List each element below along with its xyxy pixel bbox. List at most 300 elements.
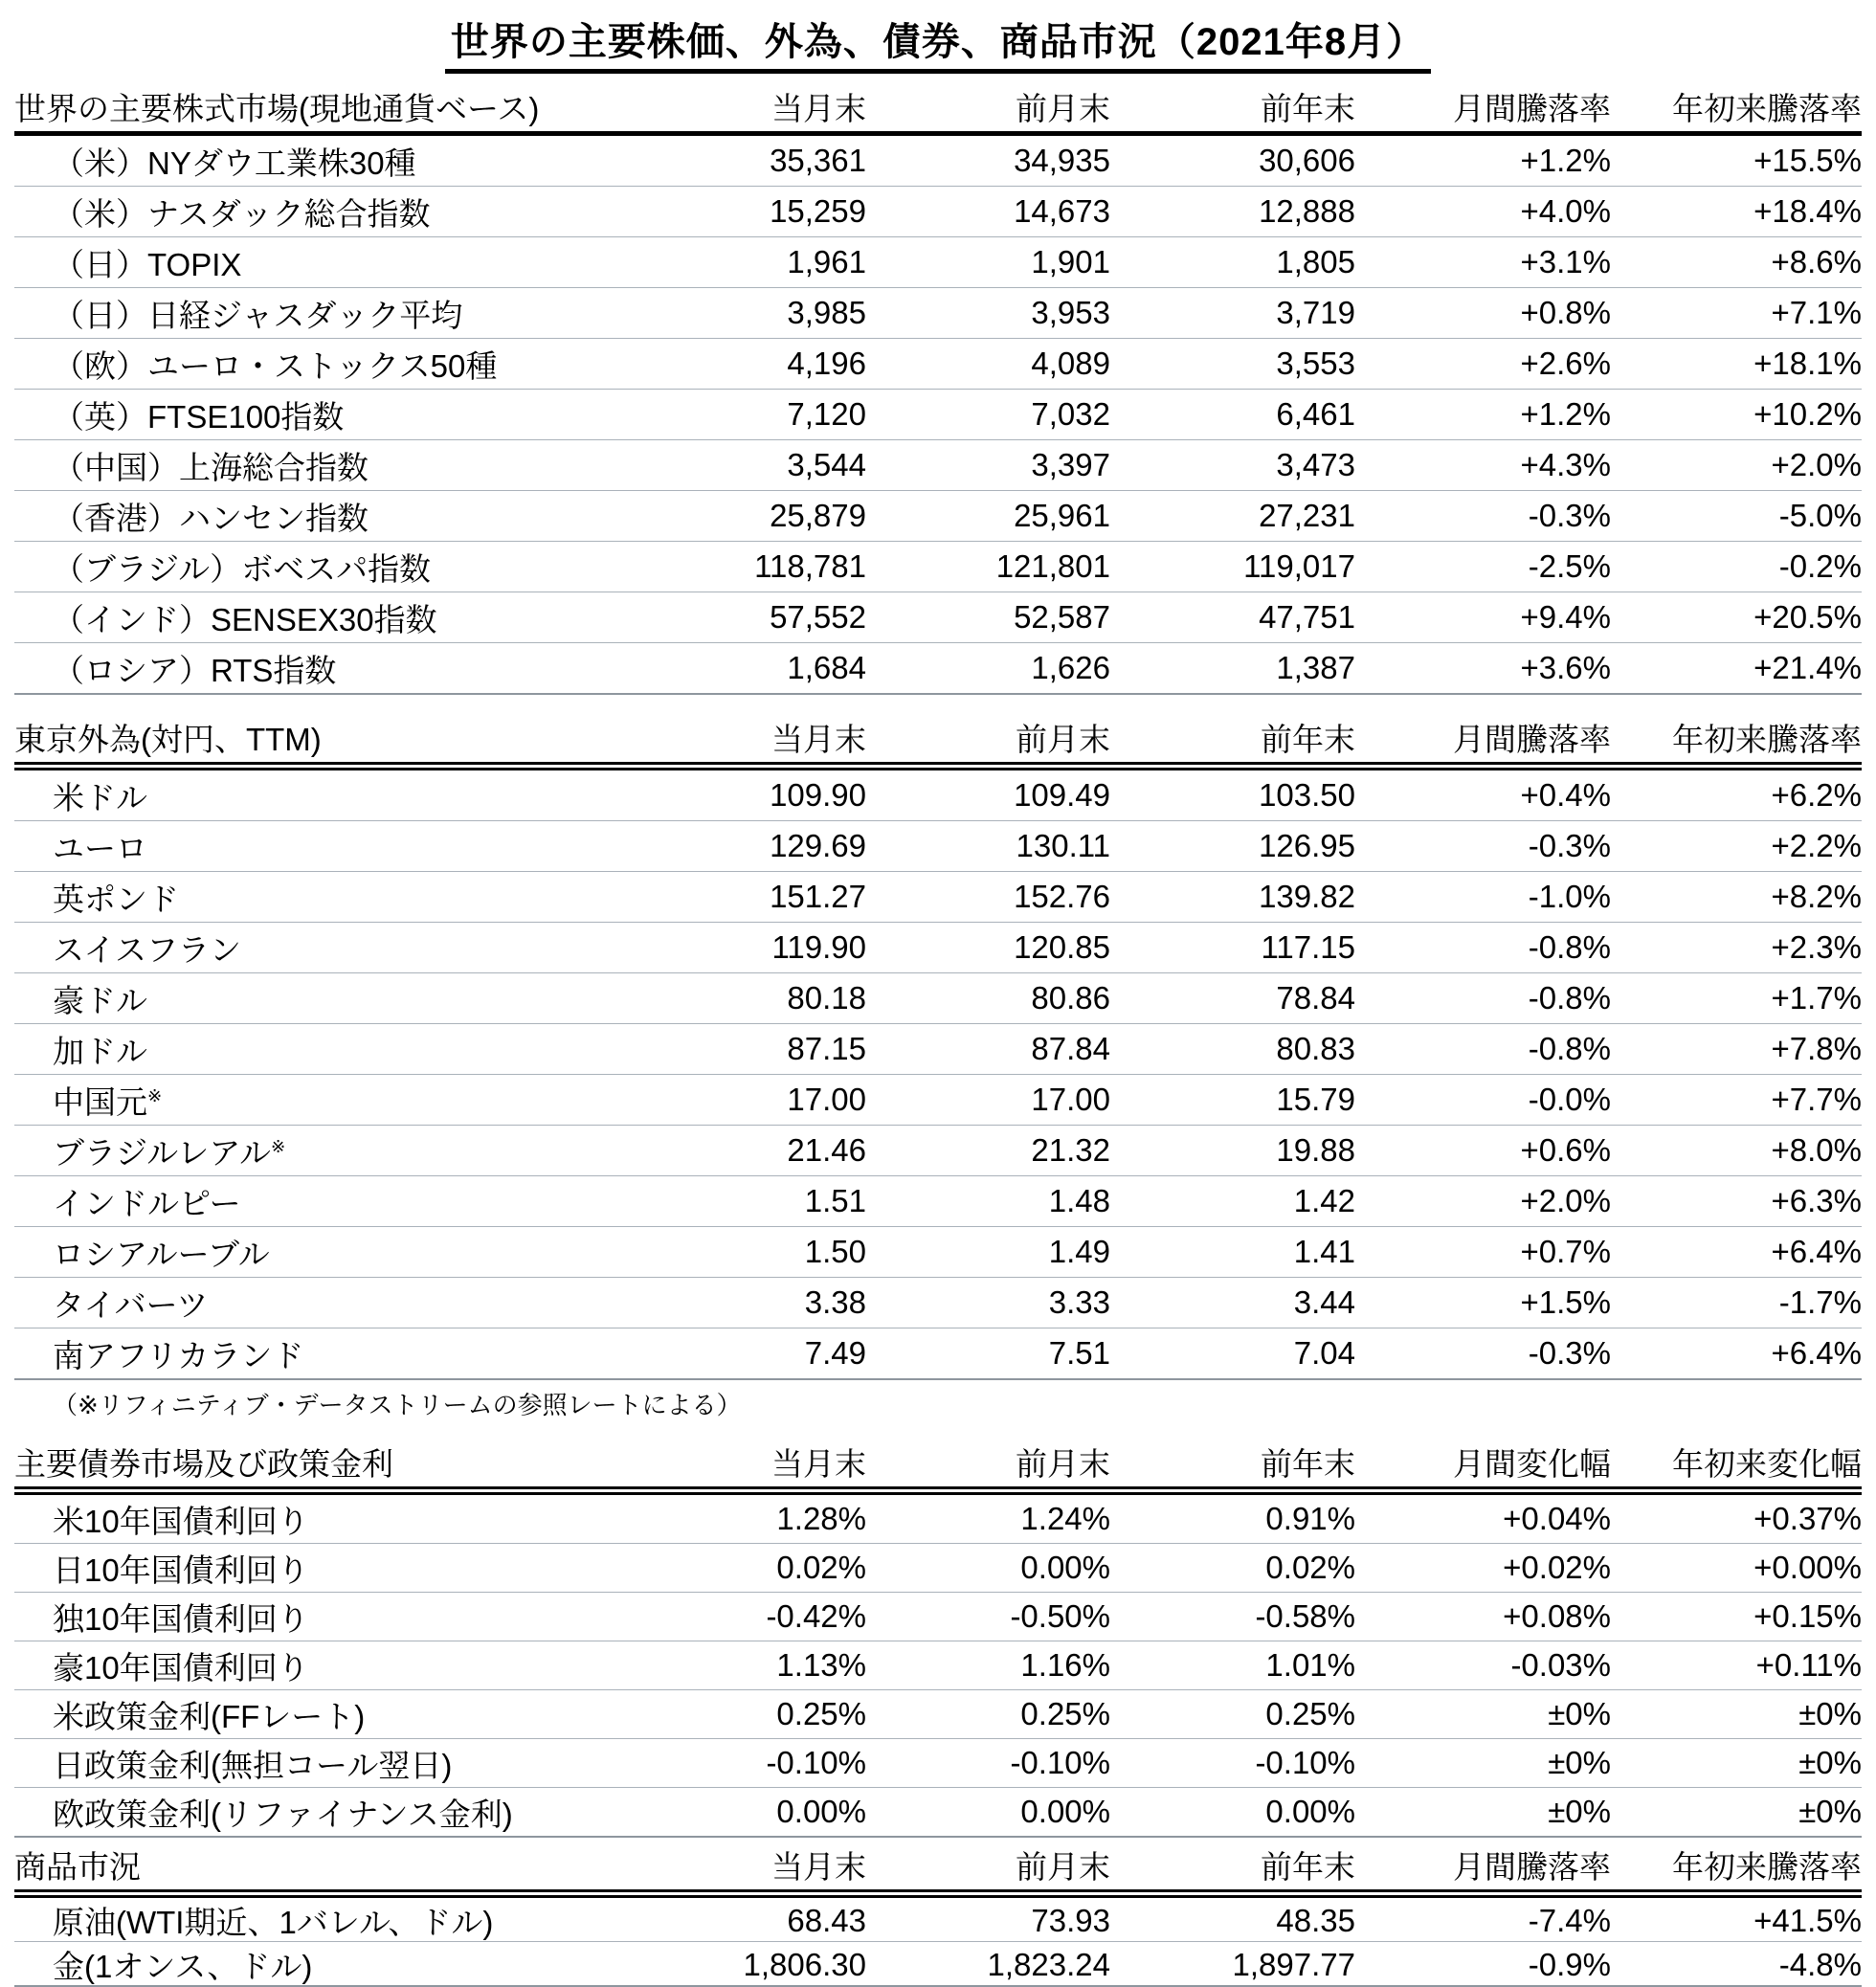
row-label — [14, 595, 483, 640]
value-ytd-change: +2.2% — [1771, 828, 1862, 863]
value-prev-year-end: 3.44 — [1293, 1284, 1355, 1320]
table-row — [14, 1788, 1862, 1838]
row-label — [14, 1497, 483, 1542]
table-row — [14, 1739, 1862, 1788]
value-prev-month-end: 25,961 — [1014, 498, 1110, 533]
section-world-stock-markets — [14, 83, 1862, 695]
value-prev-month-end: 4,089 — [1031, 346, 1110, 381]
value-ytd-change: +21.4% — [1753, 650, 1862, 685]
value-current-month-end: 129.69 — [770, 828, 866, 863]
value-prev-year-end: -0.10% — [1255, 1745, 1355, 1780]
value-current-month-end: 80.18 — [787, 980, 866, 1016]
value-ytd-change: -0.2% — [1778, 548, 1862, 584]
row-label-text: 豪10年国債利回り — [53, 1649, 309, 1686]
row-label-text: （ロシア）RTS指数 — [53, 652, 337, 688]
row-label-text: （米）NYダウ工業株30種 — [53, 145, 416, 181]
column-header-prev-year-end: 前年末 — [1261, 91, 1355, 126]
value-current-month-end: 7.49 — [804, 1335, 866, 1371]
row-label-text: （日）TOPIX — [53, 246, 242, 282]
row-label-text: 金(1オンス、ドル) — [53, 1949, 313, 1984]
table-rows — [14, 1898, 1862, 1987]
value-monthly-change: +3.1% — [1520, 244, 1611, 279]
value-monthly-change: +2.0% — [1520, 1183, 1611, 1218]
value-prev-month-end: 34,935 — [1014, 143, 1110, 178]
table-row — [14, 1126, 1862, 1176]
header-rule-double — [14, 1486, 1862, 1495]
value-ytd-change: +0.11% — [1755, 1647, 1862, 1683]
header-rule-double — [14, 1889, 1862, 1898]
value-current-month-end: 1,961 — [787, 244, 866, 279]
value-ytd-change: +0.00% — [1753, 1550, 1862, 1585]
value-prev-year-end: 47,751 — [1259, 599, 1355, 635]
table-row — [14, 872, 1862, 923]
value-ytd-change: +10.2% — [1753, 396, 1862, 432]
value-current-month-end: 7,120 — [787, 396, 866, 432]
value-monthly-change: +9.4% — [1520, 599, 1611, 635]
row-label — [14, 1898, 494, 1943]
value-current-month-end: 1,806.30 — [743, 1946, 866, 1982]
value-prev-month-end: 121,801 — [995, 548, 1110, 584]
value-ytd-change: +0.15% — [1753, 1598, 1862, 1634]
value-monthly-change: +0.08% — [1503, 1598, 1611, 1634]
value-monthly-change: +1.2% — [1520, 396, 1611, 432]
value-monthly-change: -0.3% — [1528, 828, 1611, 863]
column-header-prev-month-end: 前月末 — [1016, 1849, 1110, 1885]
column-header-prev-year-end: 前年末 — [1261, 722, 1355, 757]
row-label-text: （中国）上海総合指数 — [53, 449, 368, 485]
value-current-month-end: -0.42% — [766, 1598, 866, 1634]
row-label — [14, 1331, 483, 1376]
value-current-month-end: 25,879 — [770, 498, 866, 533]
column-header-current-month-end: 当月末 — [771, 1446, 866, 1482]
value-monthly-change: -2.5% — [1528, 548, 1611, 584]
value-ytd-change: ±0% — [1798, 1794, 1862, 1829]
value-prev-month-end: 152.76 — [1014, 879, 1110, 914]
value-ytd-change: ±0% — [1798, 1696, 1862, 1731]
table-row — [14, 1898, 1862, 1942]
row-label-text: 南アフリカランド — [53, 1337, 304, 1373]
value-monthly-change: +2.6% — [1520, 346, 1611, 381]
value-monthly-change: +4.3% — [1520, 447, 1611, 482]
table-row — [14, 1278, 1862, 1328]
value-ytd-change: ±0% — [1798, 1745, 1862, 1780]
table-row — [14, 237, 1862, 288]
table-row — [14, 1176, 1862, 1227]
value-prev-year-end: 119,017 — [1243, 548, 1355, 584]
column-header-current-month-end: 当月末 — [771, 91, 866, 126]
section-header-row — [14, 83, 1862, 131]
value-ytd-change: +6.2% — [1771, 777, 1862, 813]
value-prev-year-end: 19.88 — [1276, 1132, 1355, 1168]
value-current-month-end: 0.02% — [776, 1550, 866, 1585]
row-label-text: （ブラジル）ボベスパ指数 — [53, 550, 432, 587]
row-label — [14, 190, 483, 234]
value-prev-month-end: 80.86 — [1031, 980, 1110, 1016]
value-prev-year-end: 3,473 — [1276, 447, 1355, 482]
table-row — [14, 821, 1862, 872]
value-ytd-change: -4.8% — [1778, 1946, 1862, 1982]
value-current-month-end: 118,781 — [754, 548, 866, 584]
value-prev-year-end: 0.91% — [1265, 1501, 1355, 1536]
row-label — [14, 1942, 483, 1987]
row-label-text: 日10年国債利回り — [53, 1552, 309, 1588]
value-prev-year-end: 126.95 — [1259, 828, 1355, 863]
value-monthly-change: +3.6% — [1520, 650, 1611, 685]
row-label — [14, 1692, 483, 1737]
value-current-month-end: 1,684 — [787, 650, 866, 685]
row-label-text: ブラジルレアル — [53, 1134, 272, 1171]
row-label — [14, 139, 483, 184]
value-ytd-change: +8.2% — [1771, 879, 1862, 914]
value-prev-year-end: 15.79 — [1276, 1082, 1355, 1117]
value-prev-year-end: 1.01% — [1265, 1647, 1355, 1683]
value-monthly-change: +0.02% — [1503, 1550, 1611, 1585]
value-prev-month-end: 1,901 — [1031, 244, 1110, 279]
table-row — [14, 491, 1862, 542]
value-monthly-change: +0.8% — [1520, 295, 1611, 330]
page-title — [14, 11, 1862, 74]
row-label-text: （米）ナスダック総合指数 — [53, 195, 431, 232]
table-row — [14, 440, 1862, 491]
value-prev-month-end: -0.10% — [1010, 1745, 1110, 1780]
value-prev-month-end: 1,823.24 — [987, 1946, 1110, 1982]
value-prev-year-end: 80.83 — [1276, 1031, 1355, 1066]
value-current-month-end: 0.25% — [776, 1696, 866, 1731]
value-prev-month-end: 73.93 — [1031, 1902, 1110, 1938]
value-monthly-change: ±0% — [1548, 1696, 1611, 1731]
value-current-month-end: 17.00 — [787, 1082, 866, 1117]
row-label — [14, 926, 483, 971]
value-ytd-change: +18.1% — [1753, 346, 1862, 381]
table-row — [14, 923, 1862, 973]
column-header-ytd-change: 年初来騰落率 — [1672, 91, 1862, 126]
value-ytd-change: +8.6% — [1771, 244, 1862, 279]
row-label-text: 米政策金利(FFレート) — [53, 1698, 366, 1734]
row-label-text: 中国元 — [53, 1083, 147, 1120]
value-current-month-end: 1.50 — [804, 1234, 866, 1269]
row-label — [14, 1078, 483, 1123]
row-label-text: タイバーツ — [53, 1286, 209, 1323]
table-row — [14, 1495, 1862, 1544]
value-monthly-change: ±0% — [1548, 1794, 1611, 1829]
table-row — [14, 1593, 1862, 1641]
value-monthly-change: -0.8% — [1528, 929, 1611, 965]
row-label — [14, 1790, 513, 1835]
value-prev-year-end: 1,805 — [1276, 244, 1355, 279]
section-title: 東京外為(対円、TTM) — [14, 722, 322, 757]
row-label — [14, 773, 483, 818]
value-prev-month-end: 0.25% — [1020, 1696, 1110, 1731]
column-header-current-month-end: 当月末 — [771, 1849, 866, 1885]
value-ytd-change: +2.3% — [1771, 929, 1862, 965]
value-prev-year-end: 1,897.77 — [1232, 1946, 1355, 1982]
row-label — [14, 443, 483, 488]
value-ytd-change: +8.0% — [1771, 1132, 1862, 1168]
section-title: 世界の主要株式市場(現地通貨ベース) — [14, 91, 540, 126]
value-current-month-end: 15,259 — [770, 193, 866, 229]
value-current-month-end: 1.51 — [804, 1183, 866, 1218]
value-prev-month-end: 7,032 — [1031, 396, 1110, 432]
section-commodities — [14, 1842, 1862, 1987]
value-prev-month-end: 1.49 — [1048, 1234, 1110, 1269]
value-monthly-change: +0.7% — [1520, 1234, 1611, 1269]
value-prev-year-end: 3,719 — [1276, 295, 1355, 330]
value-prev-year-end: 27,231 — [1259, 498, 1355, 533]
value-prev-month-end: 1,626 — [1031, 650, 1110, 685]
column-header-prev-year-end: 前年末 — [1261, 1446, 1355, 1482]
column-header-ytd-change: 年初来騰落率 — [1672, 722, 1862, 757]
value-prev-year-end: 30,606 — [1259, 143, 1355, 178]
value-prev-year-end: 1,387 — [1276, 650, 1355, 685]
value-current-month-end: 68.43 — [787, 1902, 866, 1938]
section-title: 主要債券市場及び政策金利 — [14, 1446, 393, 1482]
value-prev-year-end: 3,553 — [1276, 346, 1355, 381]
table-row — [14, 187, 1862, 237]
column-header-monthly-change: 月間騰落率 — [1453, 722, 1611, 757]
value-prev-year-end: 139.82 — [1259, 879, 1355, 914]
table-row — [14, 770, 1862, 821]
value-ytd-change: +6.3% — [1771, 1183, 1862, 1218]
row-label-text: 日政策金利(無担コール翌日) — [53, 1747, 453, 1783]
value-monthly-change: -0.9% — [1528, 1946, 1611, 1982]
column-header-current-month-end: 当月末 — [771, 722, 866, 757]
footnote-reference-mark: ※ — [147, 1085, 163, 1105]
value-prev-year-end: 1.42 — [1293, 1183, 1355, 1218]
value-ytd-change: -1.7% — [1778, 1284, 1862, 1320]
row-label-text: ロシアルーブル — [53, 1236, 270, 1272]
table-row — [14, 1641, 1862, 1690]
table-row — [14, 973, 1862, 1024]
row-label — [14, 494, 483, 539]
value-prev-year-end: 1.41 — [1293, 1234, 1355, 1269]
value-current-month-end: 151.27 — [770, 879, 866, 914]
table-row — [14, 1690, 1862, 1739]
value-current-month-end: 3,985 — [787, 295, 866, 330]
row-label — [14, 1595, 483, 1640]
value-ytd-change: +1.7% — [1771, 980, 1862, 1016]
row-label — [14, 875, 483, 920]
value-ytd-change: +7.1% — [1771, 295, 1862, 330]
value-monthly-change: -0.8% — [1528, 1031, 1611, 1066]
value-ytd-change: -5.0% — [1778, 498, 1862, 533]
value-ytd-change: +18.4% — [1753, 193, 1862, 229]
section-header-row — [14, 1842, 1862, 1889]
fx-footnote: （※リフィニティブ・データストリームの参照レートによる） — [53, 1391, 742, 1419]
row-label — [14, 1128, 483, 1173]
value-monthly-change: +1.5% — [1520, 1284, 1611, 1320]
value-ytd-change: +7.8% — [1771, 1031, 1862, 1066]
value-monthly-change: +1.2% — [1520, 143, 1611, 178]
column-header-ytd-change-width: 年初来変化幅 — [1672, 1446, 1862, 1482]
row-label — [14, 1741, 483, 1786]
value-prev-month-end: 87.84 — [1031, 1031, 1110, 1066]
section-tokyo-fx — [14, 714, 1862, 1421]
value-prev-year-end: 0.02% — [1265, 1550, 1355, 1585]
table-row — [14, 288, 1862, 339]
value-monthly-change: +4.0% — [1520, 193, 1611, 229]
table-row — [14, 390, 1862, 440]
value-prev-year-end: 78.84 — [1276, 980, 1355, 1016]
value-current-month-end: 119.90 — [771, 929, 866, 965]
column-header-monthly-change-width: 月間変化幅 — [1453, 1446, 1611, 1482]
table-row — [14, 1544, 1862, 1593]
column-header-prev-month-end: 前月末 — [1016, 1446, 1110, 1482]
footnote-reference-mark: ※ — [271, 1136, 286, 1156]
value-prev-month-end: 1.16% — [1020, 1647, 1110, 1683]
column-header-monthly-change: 月間騰落率 — [1453, 91, 1611, 126]
row-label-text: （香港）ハンセン指数 — [53, 500, 368, 536]
value-current-month-end: 1.28% — [776, 1501, 866, 1536]
value-monthly-change: -0.3% — [1528, 1335, 1611, 1371]
table-row — [14, 592, 1862, 643]
value-prev-month-end: 120.85 — [1014, 929, 1110, 965]
value-prev-month-end: 3,397 — [1031, 447, 1110, 482]
table-row — [14, 1024, 1862, 1075]
value-ytd-change: +20.5% — [1753, 599, 1862, 635]
column-header-ytd-change: 年初来騰落率 — [1672, 1849, 1862, 1885]
row-label-text: 米10年国債利回り — [53, 1503, 309, 1539]
table-row — [14, 339, 1862, 390]
row-label-text: スイスフラン — [53, 931, 242, 968]
table-row — [14, 1075, 1862, 1126]
section-title: 商品市況 — [14, 1849, 141, 1885]
value-ytd-change: +2.0% — [1771, 447, 1862, 482]
value-prev-year-end: 0.25% — [1265, 1696, 1355, 1731]
table-row — [14, 542, 1862, 592]
section-header-row — [14, 714, 1862, 762]
value-ytd-change: +6.4% — [1771, 1335, 1862, 1371]
value-prev-month-end: 7.51 — [1048, 1335, 1110, 1371]
value-prev-month-end: 3.33 — [1048, 1284, 1110, 1320]
value-prev-month-end: 52,587 — [1014, 599, 1110, 635]
value-prev-year-end: 117.15 — [1261, 929, 1355, 965]
row-label-text: （日）日経ジャスダック平均 — [53, 297, 463, 333]
table-rows — [14, 1495, 1862, 1838]
table-row — [14, 1942, 1862, 1987]
row-label — [14, 824, 483, 869]
value-monthly-change: -0.0% — [1528, 1082, 1611, 1117]
column-header-prev-month-end: 前月末 — [1016, 91, 1110, 126]
value-ytd-change: +6.4% — [1771, 1234, 1862, 1269]
value-prev-year-end: 0.00% — [1265, 1794, 1355, 1829]
row-label-text: 米ドル — [53, 779, 147, 815]
value-prev-year-end: -0.58% — [1255, 1598, 1355, 1634]
section-header-row — [14, 1439, 1862, 1486]
value-prev-month-end: 3,953 — [1031, 295, 1110, 330]
value-monthly-change: -1.0% — [1528, 879, 1611, 914]
value-monthly-change: -0.8% — [1528, 980, 1611, 1016]
value-current-month-end: 4,196 — [787, 346, 866, 381]
value-current-month-end: 0.00% — [776, 1794, 866, 1829]
row-label-text: （欧）ユーロ・ストックス50種 — [53, 347, 498, 384]
value-monthly-change: -7.4% — [1528, 1902, 1611, 1938]
row-label-text: （インド）SENSEX30指数 — [53, 601, 437, 637]
table-row — [14, 1227, 1862, 1278]
header-rule-double — [14, 762, 1862, 770]
row-label-text: 豪ドル — [53, 982, 147, 1018]
value-prev-month-end: 14,673 — [1014, 193, 1110, 229]
value-ytd-change: +41.5% — [1753, 1902, 1862, 1938]
value-monthly-change: +0.4% — [1520, 777, 1611, 813]
row-label-text: インドルピー — [53, 1185, 241, 1221]
value-prev-year-end: 6,461 — [1276, 396, 1355, 432]
table-rows — [14, 136, 1862, 695]
row-label — [14, 291, 483, 336]
row-label — [14, 240, 483, 285]
row-label-text: 加ドル — [53, 1033, 147, 1069]
row-label-text: 欧政策金利(リファイナンス金利) — [53, 1796, 513, 1832]
row-label-text: 独10年国債利回り — [53, 1600, 309, 1637]
value-prev-year-end: 7.04 — [1293, 1335, 1355, 1371]
row-label-text: 英ポンド — [53, 881, 179, 917]
value-prev-month-end: 1.24% — [1020, 1501, 1110, 1536]
row-label — [14, 1027, 483, 1072]
value-current-month-end: 57,552 — [770, 599, 866, 635]
value-monthly-change: ±0% — [1548, 1745, 1611, 1780]
value-prev-month-end: 0.00% — [1020, 1550, 1110, 1585]
row-label — [14, 392, 483, 437]
row-label-text: （英）FTSE100指数 — [53, 398, 345, 435]
table-row — [14, 1328, 1862, 1380]
value-current-month-end: 3.38 — [804, 1284, 866, 1320]
value-monthly-change: +0.04% — [1503, 1501, 1611, 1536]
row-label — [14, 976, 483, 1021]
value-prev-month-end: 130.11 — [1016, 828, 1110, 863]
value-prev-month-end: 0.00% — [1020, 1794, 1110, 1829]
value-prev-year-end: 48.35 — [1276, 1902, 1355, 1938]
value-ytd-change: +0.37% — [1753, 1501, 1862, 1536]
value-current-month-end: 109.90 — [770, 777, 866, 813]
table-row — [14, 136, 1862, 187]
value-prev-month-end: 17.00 — [1031, 1082, 1110, 1117]
value-current-month-end: 3,544 — [787, 447, 866, 482]
row-label-text: ユーロ — [53, 830, 147, 866]
value-ytd-change: +7.7% — [1771, 1082, 1862, 1117]
value-prev-month-end: 109.49 — [1014, 777, 1110, 813]
section-bond-markets-policy-rates — [14, 1439, 1862, 1838]
row-label — [14, 1230, 483, 1275]
value-current-month-end: 87.15 — [787, 1031, 866, 1066]
value-monthly-change: +0.6% — [1520, 1132, 1611, 1168]
value-prev-month-end: -0.50% — [1010, 1598, 1110, 1634]
value-prev-year-end: 103.50 — [1259, 777, 1355, 813]
value-current-month-end: 21.46 — [787, 1132, 866, 1168]
value-current-month-end: -0.10% — [766, 1745, 866, 1780]
row-label — [14, 1179, 483, 1224]
page-title-text: 世界の主要株価、外為、債券、商品市況（2021年8月） — [445, 11, 1431, 74]
column-header-monthly-change: 月間騰落率 — [1453, 1849, 1611, 1885]
value-current-month-end: 35,361 — [770, 143, 866, 178]
value-current-month-end: 1.13% — [776, 1647, 866, 1683]
table-row — [14, 643, 1862, 695]
value-prev-month-end: 1.48 — [1048, 1183, 1110, 1218]
row-label — [14, 646, 483, 691]
value-prev-month-end: 21.32 — [1031, 1132, 1110, 1168]
value-monthly-change: -0.03% — [1510, 1647, 1611, 1683]
value-monthly-change: -0.3% — [1528, 498, 1611, 533]
column-header-prev-year-end: 前年末 — [1261, 1849, 1355, 1885]
column-header-prev-month-end: 前月末 — [1016, 722, 1110, 757]
row-label-text: 原油(WTI期近、1バレル、ドル) — [53, 1905, 494, 1940]
row-label — [14, 1546, 483, 1591]
value-ytd-change: +15.5% — [1753, 143, 1862, 178]
row-label — [14, 1281, 483, 1326]
row-label — [14, 1643, 483, 1688]
row-label — [14, 545, 483, 590]
table-rows — [14, 770, 1862, 1380]
value-prev-year-end: 12,888 — [1259, 193, 1355, 229]
row-label — [14, 342, 498, 387]
